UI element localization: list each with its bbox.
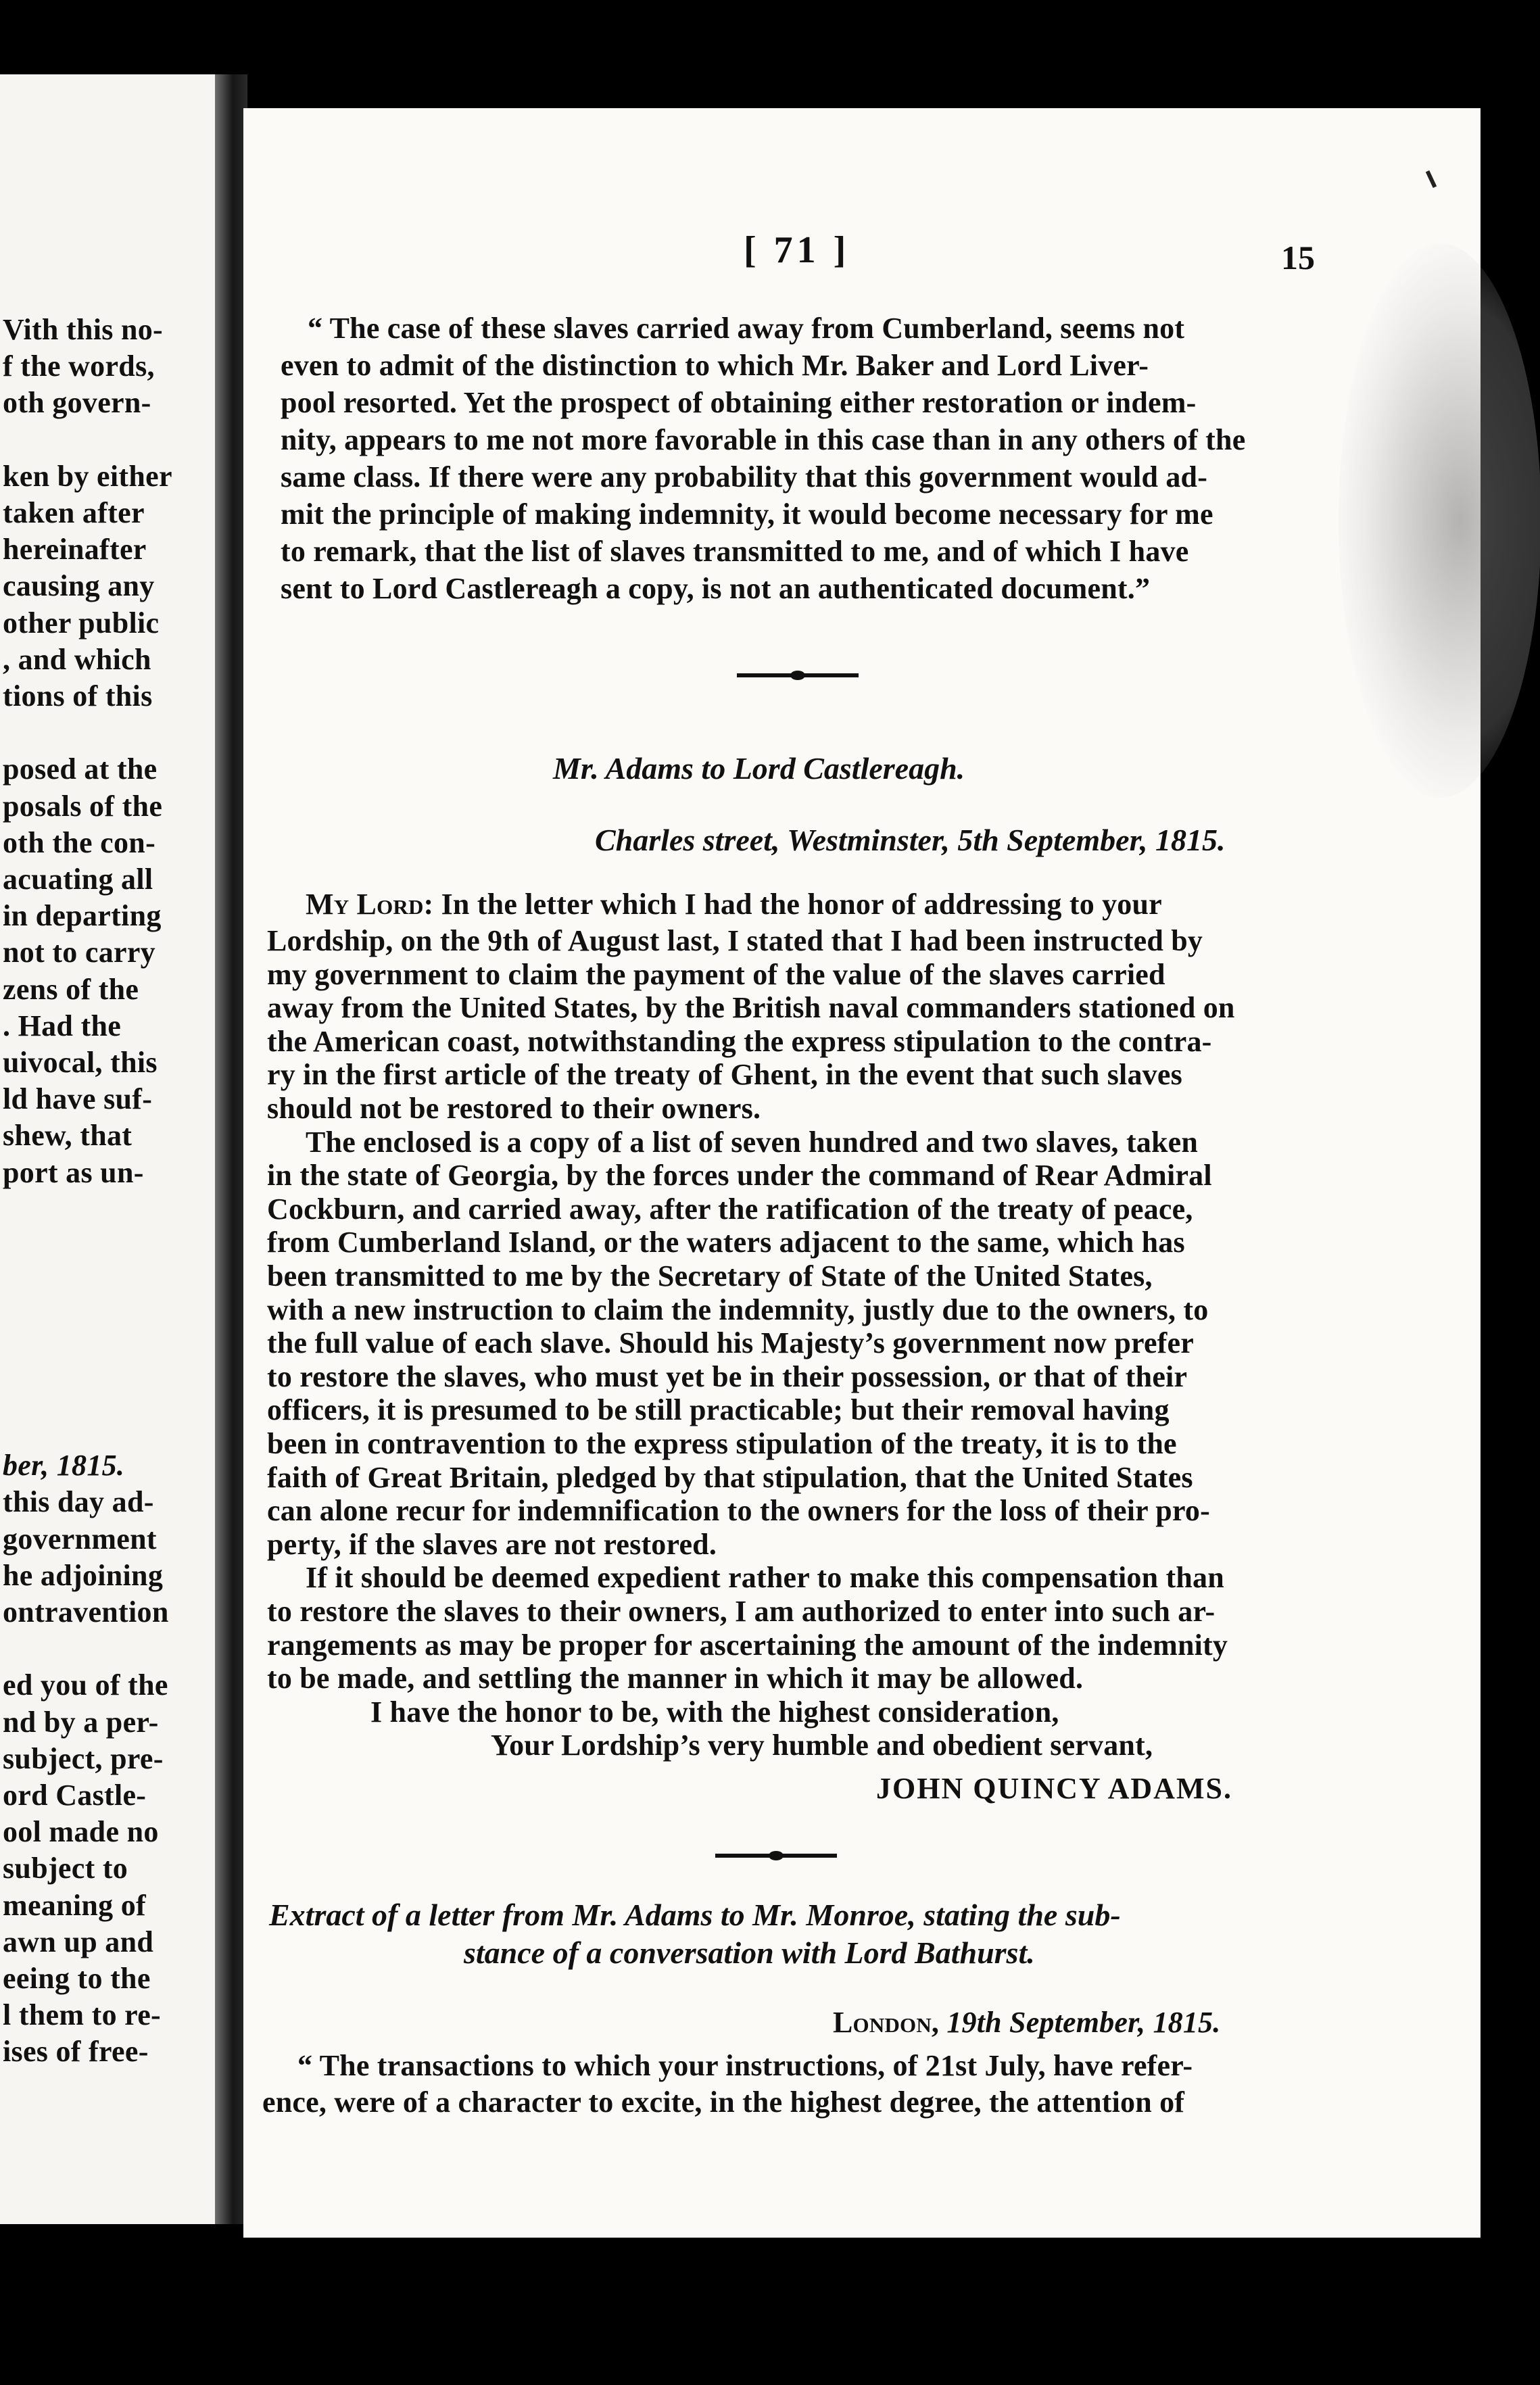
letter-line: ry in the first article of the treaty of Ghent, in the event that such slaves — [267, 1058, 1182, 1092]
signature: JOHN QUINCY ADAMS. — [876, 1772, 1232, 1805]
letter-heading: Mr. Adams to Lord Castlereagh. — [553, 751, 965, 786]
left-page-line: awn up and — [3, 1925, 154, 1958]
letter-line: I have the honor to be, with the highest consideration, — [370, 1695, 1059, 1729]
left-page-line: port as un- — [3, 1155, 144, 1189]
letter-line: the full value of each slave. Should his Majesty’s government now prefer — [267, 1326, 1194, 1360]
left-page-line: subject, pre- — [3, 1741, 164, 1775]
left-page-line: tions of this — [3, 679, 153, 713]
left-page-fragment — [0, 74, 215, 2224]
letter-line: rangements as may be proper for ascertaining the amount of the indemnity — [267, 1628, 1228, 1662]
extract-heading-line1: Extract of a letter from Mr. Adams to Mr. Monroe, stating the sub- — [269, 1898, 1121, 1932]
letter-line: in the state of Georgia, by the forces under the command of Rear Admiral — [267, 1159, 1212, 1192]
quote-line: nity, appears to me not more favorable in this case than in any others of the — [281, 423, 1246, 456]
quote-line: sent to Lord Castlereagh a copy, is not an authenticated document.” — [281, 572, 1151, 605]
salutation: My Lord: — [306, 888, 434, 921]
letter-line: faith of Great Britain, pledged by that stipulation, that the United States — [267, 1460, 1193, 1494]
left-page-line: taken after — [3, 496, 145, 529]
left-page-line: this day ad- — [3, 1485, 154, 1519]
left-page-line: uivocal, this — [3, 1046, 158, 1079]
letter-line: been transmitted to me by the Secretary of State of the United States, — [267, 1259, 1153, 1293]
extract-dateline — [833, 2005, 1220, 2040]
extract-heading-line2: stance of a conversation with Lord Bathurst. — [464, 1935, 1035, 1970]
left-page-line: ontravention — [3, 1595, 169, 1629]
letter-line: been in contravention to the express stipulation of the treaty, it is to the — [267, 1427, 1177, 1460]
left-page-line: posals of the — [3, 789, 163, 823]
book-gutter — [215, 74, 247, 2224]
quote-line: same class. If there were any probability that this government would ad- — [281, 460, 1208, 493]
left-page-line: l them to re- — [3, 1998, 161, 2032]
left-page-line: in departing — [3, 899, 162, 933]
quote-line: pool resorted. Yet the prospect of obtaining either restoration or indem- — [281, 386, 1197, 419]
left-page-line: ld have suf- — [3, 1082, 153, 1116]
letter-line: my government to claim the payment of the value of the slaves carried — [267, 957, 1165, 991]
left-page-line: shew, that — [3, 1119, 133, 1153]
left-page-line: ken by either — [3, 459, 172, 493]
left-page-line: oth govern- — [3, 386, 151, 420]
left-page-line: . Had the — [3, 1009, 122, 1042]
first-line-text: In the letter which I had the honor of addressing to your — [433, 888, 1162, 921]
letter-first-line — [306, 887, 1162, 921]
letter-line: If it should be deemed expedient rather to make this compensation than — [306, 1561, 1224, 1595]
quote-line: “ The case of these slaves carried away from Cumberland, seems not — [308, 312, 1185, 345]
page-number: 15 — [1281, 239, 1315, 276]
left-page-line: f the words, — [3, 350, 155, 383]
quote-line: mit the principle of making indemnity, it would become necessary for me — [281, 498, 1213, 531]
letter-line: can alone recur for indemnification to the owners for the loss of their pro- — [267, 1494, 1210, 1528]
left-page-line: nd by a per- — [3, 1705, 159, 1739]
letter-line: Your Lordship’s very humble and obedient servant, — [491, 1729, 1153, 1762]
left-page-line: ed you of the — [3, 1668, 168, 1702]
left-page-line: hereinafter — [3, 533, 147, 567]
letter-line: officers, it is presumed to be still practicable; but their removal having — [267, 1393, 1170, 1427]
extract-place: London, — [833, 2006, 940, 2039]
extract-line: ence, were of a character to excite, in the highest degree, the attention of — [262, 2086, 1185, 2119]
letter-line: away from the United States, by the British naval commanders stationed on — [267, 991, 1235, 1025]
left-page-line: causing any — [3, 569, 155, 603]
letter-line: to restore the slaves, who must yet be in their possession, or that of their — [267, 1359, 1188, 1393]
letter-line: should not be restored to their owners. — [267, 1092, 761, 1125]
left-page-line: , and which — [3, 642, 151, 676]
left-page-line: Vith this no- — [3, 313, 163, 346]
left-page-line: oth the con- — [3, 825, 156, 859]
left-page-line: posed at the — [3, 752, 158, 786]
left-page-line: subject to — [3, 1852, 128, 1885]
page-marker: [ 71 ] — [744, 229, 850, 271]
letter-line: to be made, and settling the manner in which it may be allowed. — [267, 1662, 1084, 1695]
left-page-line: he adjoining — [3, 1558, 164, 1592]
extract-date: 19th September, 1815. — [939, 2006, 1221, 2039]
letter-line: from Cumberland Island, or the waters adjacent to the same, which has — [267, 1226, 1185, 1259]
left-page-line: ool made no — [3, 1815, 159, 1849]
page-stain — [1339, 243, 1540, 798]
left-page-line: ord Castle- — [3, 1779, 147, 1812]
letter-dateline: Charles street, Westminster, 5th September, 1815. — [595, 823, 1226, 857]
left-page-line: zens of the — [3, 972, 139, 1006]
left-page-line: government — [3, 1522, 157, 1556]
quote-line: even to admit of the distinction to which Mr. Baker and Lord Liver- — [281, 349, 1149, 382]
section-divider-2 — [715, 1854, 837, 1858]
letter-line: the American coast, notwithstanding the express stipulation to the contra- — [267, 1024, 1212, 1058]
left-page-line: other public — [3, 606, 160, 640]
quote-line: to remark, that the list of slaves transmitted to me, and of which I have — [281, 535, 1189, 568]
left-page-line: not to carry — [3, 936, 155, 969]
extract-line: “ The transactions to which your instructions, of 21st July, have refer- — [297, 2049, 1193, 2082]
letter-line: perty, if the slaves are not restored. — [267, 1527, 717, 1561]
left-page-line: eeing to the — [3, 1962, 151, 1995]
letter-line: Cockburn, and carried away, after the ratification of the treaty of peace, — [267, 1192, 1193, 1226]
letter-line: to restore the slaves to their owners, I am authorized to enter into such ar- — [267, 1595, 1216, 1628]
left-page-line: meaning of — [3, 1888, 146, 1922]
left-page-line: ber, 1815. — [3, 1449, 125, 1483]
letter-line: The enclosed is a copy of a list of seven hundred and two slaves, taken — [306, 1125, 1199, 1159]
section-divider — [737, 673, 859, 677]
letter-line: with a new instruction to claim the indemnity, justly due to the owners, to — [267, 1293, 1209, 1326]
letter-line: Lordship, on the 9th of August last, I stated that I had been instructed by — [267, 924, 1203, 957]
left-page-line: acuating all — [3, 863, 153, 896]
left-page-line: ises of free- — [3, 2035, 149, 2069]
